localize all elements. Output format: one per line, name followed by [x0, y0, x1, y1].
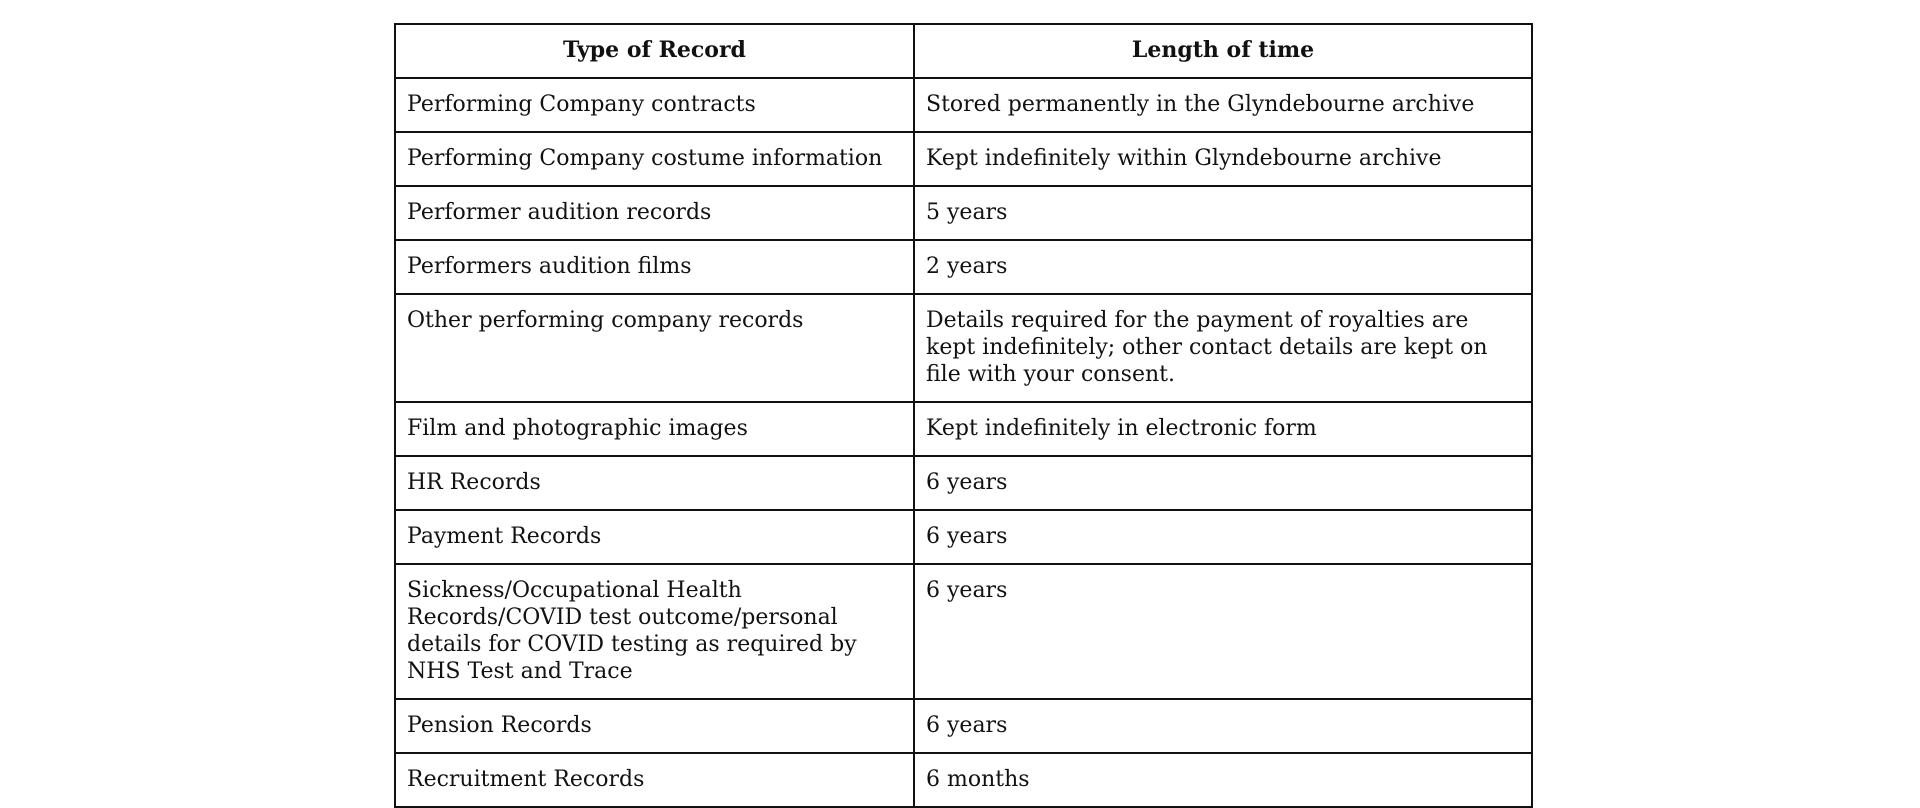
retention-period-cell: 5 years — [914, 186, 1532, 240]
table-row — [395, 753, 1532, 807]
table-row — [395, 78, 1532, 132]
record-type-cell: Performing Company contracts — [395, 78, 914, 132]
retention-period-cell: 6 years — [914, 699, 1532, 753]
retention-table-container — [394, 23, 1531, 808]
table-row — [395, 294, 1532, 402]
record-type-cell: Payment Records — [395, 510, 914, 564]
retention-period-cell: Kept indefinitely in electronic form — [914, 402, 1532, 456]
retention-period-cell: 2 years — [914, 240, 1532, 294]
record-type-cell: Other performing company records — [395, 294, 914, 402]
record-type-cell: Recruitment Records — [395, 753, 914, 807]
retention-period-cell: 6 years — [914, 510, 1532, 564]
record-type-cell: Performers audition films — [395, 240, 914, 294]
table-header-row — [395, 24, 1532, 78]
record-type-cell: HR Records — [395, 456, 914, 510]
table-row — [395, 132, 1532, 186]
retention-period-cell: Details required for the payment of royalties are kept indefinitely; other contact details are kept on file with your consent. — [914, 294, 1532, 402]
retention-period-cell: Stored permanently in the Glyndebourne archive — [914, 78, 1532, 132]
retention-period-cell: 6 months — [914, 753, 1532, 807]
table-row — [395, 240, 1532, 294]
record-type-cell: Film and photographic images — [395, 402, 914, 456]
column-header-length-of-time: Length of time — [914, 24, 1532, 78]
retention-period-cell: 6 years — [914, 564, 1532, 699]
retention-table — [394, 23, 1533, 808]
table-row — [395, 186, 1532, 240]
table-row — [395, 510, 1532, 564]
table-row — [395, 456, 1532, 510]
table-row — [395, 402, 1532, 456]
retention-period-cell: Kept indefinitely within Glyndebourne archive — [914, 132, 1532, 186]
record-type-cell: Pension Records — [395, 699, 914, 753]
record-type-cell: Performer audition records — [395, 186, 914, 240]
table-row — [395, 699, 1532, 753]
record-type-cell: Performing Company costume information — [395, 132, 914, 186]
column-header-type-of-record: Type of Record — [395, 24, 914, 78]
retention-period-cell: 6 years — [914, 456, 1532, 510]
table-row — [395, 564, 1532, 699]
record-type-cell: Sickness/Occupational Health Records/COVID test outcome/personal details for COVID testing as required by NHS Test and Trace — [395, 564, 914, 699]
